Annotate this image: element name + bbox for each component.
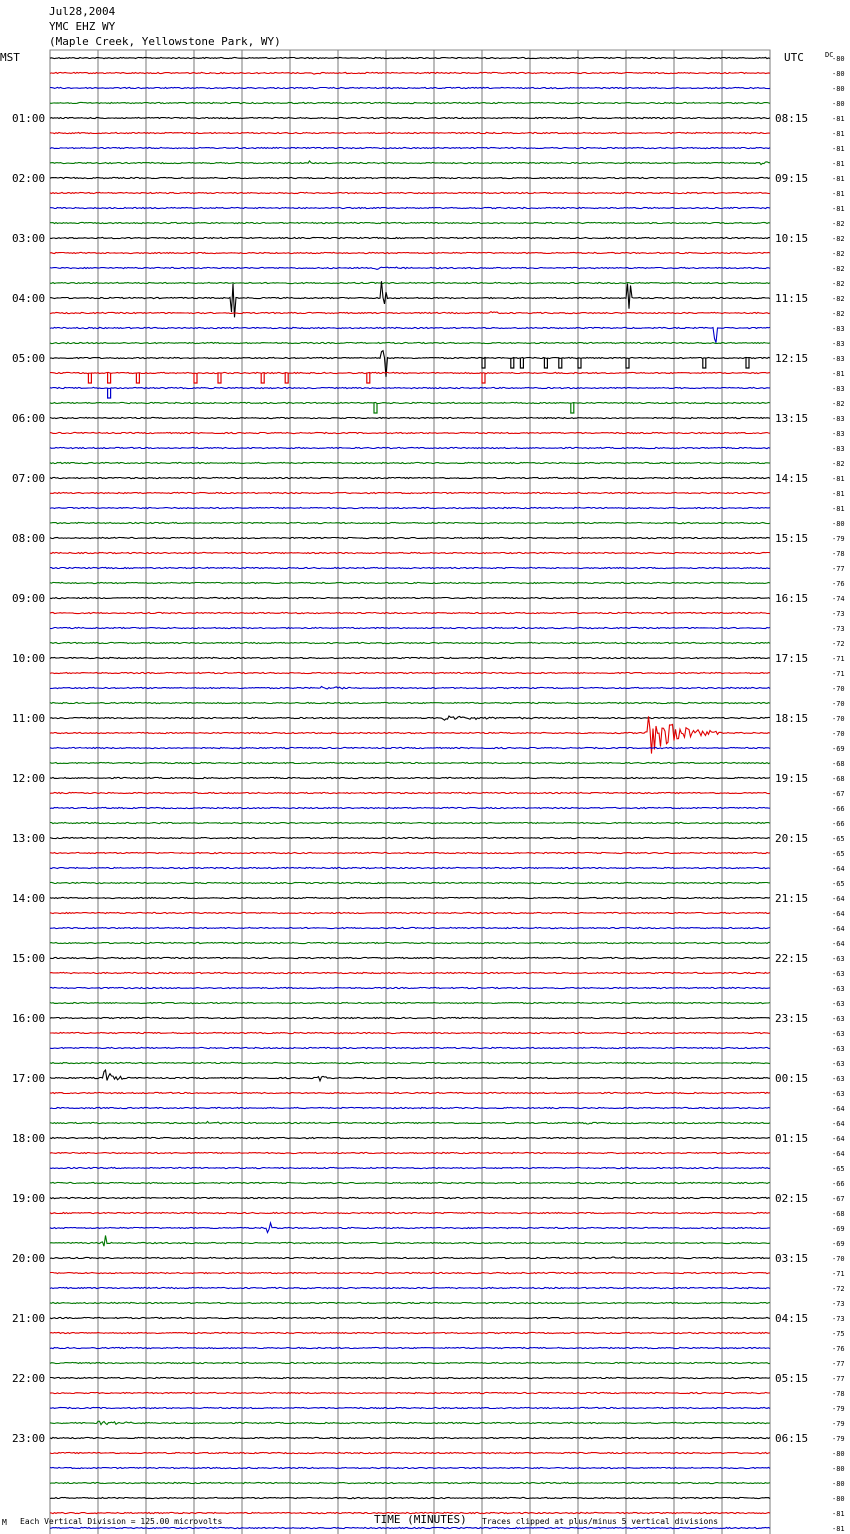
dc-offset-label: -80 xyxy=(832,1495,845,1503)
dc-offset-label: -83 xyxy=(832,445,845,453)
seismic-trace xyxy=(50,507,770,508)
dc-offset-label: -64 xyxy=(832,940,845,948)
dc-offset-label: -72 xyxy=(832,1285,845,1293)
seismic-trace xyxy=(50,867,770,868)
clipped-pulse xyxy=(367,373,370,383)
seismic-trace xyxy=(50,1167,770,1168)
dc-offset-label: -63 xyxy=(832,1045,845,1053)
seismic-trace xyxy=(50,1497,770,1498)
mst-hour-label: 19:00 xyxy=(12,1192,46,1205)
mst-hour-label: 12:00 xyxy=(12,772,46,785)
dc-offset-label: -80 xyxy=(832,70,845,78)
dc-offset-label: -64 xyxy=(832,910,845,918)
dc-offset-label: -66 xyxy=(832,805,845,813)
dc-offset-label: -72 xyxy=(832,640,845,648)
utc-hour-label: 09:15 xyxy=(775,172,809,185)
dc-offset-label: -81 xyxy=(832,160,845,168)
seismic-trace xyxy=(50,312,770,314)
utc-hour-label: 23:15 xyxy=(775,1012,809,1025)
seismic-trace xyxy=(50,1362,770,1363)
utc-hour-label: 02:15 xyxy=(775,1192,809,1205)
dc-offset-label: -70 xyxy=(832,700,845,708)
dc-offset-label: -63 xyxy=(832,1000,845,1008)
dc-offset-label: -65 xyxy=(832,850,845,858)
seismic-trace xyxy=(50,972,770,973)
dc-offset-label: -83 xyxy=(832,355,845,363)
dc-offset-label: -82 xyxy=(832,250,845,258)
dc-offset-label: -73 xyxy=(832,1300,845,1308)
seismic-trace xyxy=(50,912,770,913)
seismic-trace xyxy=(50,687,770,689)
dc-offset-label: -81 xyxy=(832,370,845,378)
seismic-trace xyxy=(50,252,770,253)
utc-hour-label: 00:15 xyxy=(775,1072,809,1085)
seismic-trace xyxy=(50,237,770,238)
seismic-trace xyxy=(50,1421,770,1424)
dc-axis-title: DC xyxy=(825,51,834,59)
clipped-pulse xyxy=(285,373,288,383)
utc-hour-label: 17:15 xyxy=(775,652,809,665)
seismic-trace xyxy=(50,1223,770,1233)
seismic-trace xyxy=(50,957,770,958)
seismic-trace xyxy=(50,267,770,269)
utc-hour-label: 04:15 xyxy=(775,1312,809,1325)
utc-hour-label: 05:15 xyxy=(775,1372,809,1385)
seismic-trace xyxy=(50,1047,770,1048)
mst-hour-label: 03:00 xyxy=(12,232,46,245)
clipped-pulse xyxy=(218,373,221,383)
dc-offset-label: -65 xyxy=(832,835,845,843)
clipped-pulse xyxy=(136,373,139,383)
dc-offset-label: -82 xyxy=(832,265,845,273)
seismic-trace xyxy=(50,852,770,853)
seismic-trace xyxy=(50,987,770,988)
clipped-pulse xyxy=(626,358,629,368)
clipped-pulse xyxy=(559,358,562,368)
seismic-trace xyxy=(50,612,770,613)
header-date: Jul28,2004 xyxy=(49,5,116,18)
seismic-trace xyxy=(50,897,770,898)
mst-hour-label: 20:00 xyxy=(12,1252,46,1265)
dc-offset-label: -82 xyxy=(832,235,845,243)
utc-hour-label: 01:15 xyxy=(775,1132,809,1145)
seismic-trace xyxy=(50,281,770,317)
seismic-trace xyxy=(50,1212,770,1213)
seismic-trace xyxy=(50,762,770,763)
clipped-pulse xyxy=(482,373,485,383)
dc-offset-label: -76 xyxy=(832,580,845,588)
dc-offset-label: -81 xyxy=(832,190,845,198)
dc-offset-label: -80 xyxy=(832,520,845,528)
seismic-trace xyxy=(50,342,770,343)
seismic-trace xyxy=(50,1257,770,1259)
seismic-trace xyxy=(50,207,770,208)
clipped-pulse xyxy=(374,403,377,413)
seismic-trace xyxy=(50,132,770,133)
seismic-trace xyxy=(50,1527,770,1528)
seismic-trace xyxy=(50,1002,770,1003)
dc-offset-label: -82 xyxy=(832,460,845,468)
seismic-trace xyxy=(50,1197,770,1198)
seismic-trace xyxy=(50,1452,770,1453)
utc-hour-label: 14:15 xyxy=(775,472,809,485)
seismic-trace xyxy=(50,462,770,463)
dc-offset-label: -78 xyxy=(832,1390,845,1398)
dc-offset-label: -83 xyxy=(832,325,845,333)
utc-hour-label: 11:15 xyxy=(775,292,809,305)
seismic-trace xyxy=(50,807,770,808)
dc-offset-label: -79 xyxy=(832,1435,845,1443)
seismic-trace xyxy=(50,672,770,673)
seismic-trace xyxy=(50,1377,770,1378)
corner-mark: M xyxy=(2,1518,7,1527)
mst-time-labels xyxy=(12,112,45,1445)
seismic-trace xyxy=(50,1392,770,1393)
clipped-pulse xyxy=(108,373,111,383)
clipped-pulse xyxy=(108,388,111,398)
seismic-trace xyxy=(50,1182,770,1183)
utc-hour-label: 10:15 xyxy=(775,232,809,245)
clipped-pulse xyxy=(520,358,523,368)
seismic-trace xyxy=(50,837,770,838)
clipped-pulse xyxy=(578,358,581,368)
seismic-trace xyxy=(50,716,770,720)
seismic-trace xyxy=(50,927,770,928)
dc-offset-label: -64 xyxy=(832,1105,845,1113)
seismic-trace xyxy=(50,777,770,778)
dc-offset-label: -82 xyxy=(832,220,845,228)
dc-offset-label: -83 xyxy=(832,430,845,438)
dc-offset-label: -79 xyxy=(832,1405,845,1413)
seismic-trace xyxy=(50,657,770,658)
dc-offset-label: -73 xyxy=(832,1315,845,1323)
mst-hour-label: 11:00 xyxy=(12,712,46,725)
dc-offset-label: -81 xyxy=(832,175,845,183)
dc-offset-label: -82 xyxy=(832,400,845,408)
utc-hour-label: 16:15 xyxy=(775,592,809,605)
clipped-pulse xyxy=(194,373,197,383)
utc-hour-label: 08:15 xyxy=(775,112,809,125)
dc-offset-label: -81 xyxy=(832,145,845,153)
mst-hour-label: 09:00 xyxy=(12,592,46,605)
seismic-trace xyxy=(50,282,770,283)
utc-time-labels xyxy=(775,112,808,1445)
seismic-trace xyxy=(50,161,770,165)
dc-offset-label: -82 xyxy=(832,310,845,318)
header-station: YMC EHZ WY xyxy=(49,20,116,33)
seismic-trace xyxy=(50,1482,770,1483)
seismic-trace xyxy=(50,1122,770,1125)
mst-hour-label: 02:00 xyxy=(12,172,46,185)
clip-note: Traces clipped at plus/minus 5 vertical divisions xyxy=(482,1517,719,1526)
utc-hour-label: 21:15 xyxy=(775,892,809,905)
utc-hour-label: 13:15 xyxy=(775,412,809,425)
dc-offset-label: -80 xyxy=(832,85,845,93)
dc-offset-label: -69 xyxy=(832,745,845,753)
dc-offset-label: -64 xyxy=(832,1120,845,1128)
dc-offset-label: -70 xyxy=(832,1255,845,1263)
dc-offset-label: -69 xyxy=(832,1225,845,1233)
mst-hour-label: 05:00 xyxy=(12,352,46,365)
mst-hour-label: 07:00 xyxy=(12,472,46,485)
seismic-trace xyxy=(50,432,770,433)
dc-offset-label: -65 xyxy=(832,1165,845,1173)
seismic-trace xyxy=(50,192,770,193)
dc-offset-label: -80 xyxy=(832,100,845,108)
seismic-trace xyxy=(50,1152,770,1153)
seismic-trace xyxy=(50,102,770,103)
seismic-trace xyxy=(50,447,770,448)
utc-hour-label: 22:15 xyxy=(775,952,809,965)
seismic-trace xyxy=(50,417,770,418)
clipped-pulse xyxy=(746,358,749,368)
seismic-trace xyxy=(50,1070,770,1081)
utc-hour-label: 15:15 xyxy=(775,532,809,545)
seismic-trace xyxy=(50,117,770,118)
dc-offset-label: -70 xyxy=(832,730,845,738)
dc-offset-label: -63 xyxy=(832,1030,845,1038)
seismic-trace xyxy=(50,1092,770,1093)
dc-offset-label: -81 xyxy=(832,130,845,138)
dc-offset-label: -71 xyxy=(832,670,845,678)
seismic-trace xyxy=(50,1062,770,1063)
dc-offset-label: -80 xyxy=(832,1465,845,1473)
clipped-pulse xyxy=(482,358,485,368)
seismic-trace xyxy=(50,1272,770,1273)
utc-hour-label: 19:15 xyxy=(775,772,809,785)
clipped-pulse xyxy=(571,403,574,413)
dc-offset-labels xyxy=(832,55,845,1534)
dc-offset-label: -80 xyxy=(832,1480,845,1488)
seismic-trace xyxy=(50,1467,770,1468)
dc-offset-label: -71 xyxy=(832,1270,845,1278)
seismic-trace xyxy=(50,792,770,793)
mst-hour-label: 08:00 xyxy=(12,532,46,545)
seismic-trace xyxy=(50,477,770,478)
seismic-trace xyxy=(50,1317,770,1318)
dc-offset-label: -81 xyxy=(832,505,845,513)
seismic-trace xyxy=(50,402,770,403)
seismic-trace xyxy=(50,492,770,493)
seismic-trace xyxy=(50,1437,770,1438)
dc-offset-label: -80 xyxy=(832,55,845,63)
mst-hour-label: 22:00 xyxy=(12,1372,46,1385)
dc-offset-label: -79 xyxy=(832,535,845,543)
seismic-trace xyxy=(50,1032,770,1033)
seismic-trace xyxy=(50,1107,770,1108)
dc-offset-label: -64 xyxy=(832,865,845,873)
seismic-trace xyxy=(50,537,770,538)
dc-offset-label: -63 xyxy=(832,985,845,993)
seismic-trace xyxy=(50,87,770,88)
clipped-pulse xyxy=(261,373,264,383)
clipped-pulse xyxy=(511,358,514,368)
seismic-trace xyxy=(50,552,770,553)
dc-offset-label: -68 xyxy=(832,760,845,768)
seismic-trace xyxy=(50,1287,770,1288)
dc-offset-label: -68 xyxy=(832,1210,845,1218)
utc-axis-title: UTC xyxy=(784,51,804,64)
seismic-trace xyxy=(50,1236,770,1247)
dc-offset-label: -81 xyxy=(832,115,845,123)
mst-hour-label: 01:00 xyxy=(12,112,46,125)
clipped-pulse xyxy=(88,373,91,383)
dc-offset-label: -63 xyxy=(832,1015,845,1023)
seismic-trace xyxy=(50,387,770,388)
dc-offset-label: -67 xyxy=(832,790,845,798)
utc-hour-label: 12:15 xyxy=(775,352,809,365)
seismic-trace xyxy=(50,222,770,223)
mst-hour-label: 21:00 xyxy=(12,1312,46,1325)
seismic-trace xyxy=(50,147,770,148)
seismic-trace xyxy=(50,372,770,373)
dc-offset-label: -70 xyxy=(832,715,845,723)
seismic-trace xyxy=(50,1407,770,1408)
dc-offset-label: -81 xyxy=(832,1525,845,1533)
dc-offset-label: -63 xyxy=(832,1075,845,1083)
utc-hour-label: 20:15 xyxy=(775,832,809,845)
seismic-trace xyxy=(50,627,770,628)
dc-offset-label: -67 xyxy=(832,1195,845,1203)
clipped-pulse xyxy=(703,358,706,368)
seismic-trace xyxy=(50,1347,770,1348)
utc-hour-label: 03:15 xyxy=(775,1252,809,1265)
seismic-trace xyxy=(50,702,770,703)
seismic-trace xyxy=(50,747,770,748)
dc-offset-label: -81 xyxy=(832,475,845,483)
header-location: (Maple Creek, Yellowstone Park, WY) xyxy=(49,35,281,48)
mst-hour-label: 23:00 xyxy=(12,1432,46,1445)
seismic-trace xyxy=(50,522,770,523)
utc-hour-label: 18:15 xyxy=(775,712,809,725)
seismic-trace xyxy=(50,1302,770,1303)
mst-hour-label: 18:00 xyxy=(12,1132,46,1145)
dc-offset-label: -74 xyxy=(832,595,845,603)
dc-offset-label: -68 xyxy=(832,775,845,783)
dc-offset-label: -64 xyxy=(832,1135,845,1143)
mst-hour-label: 06:00 xyxy=(12,412,46,425)
x-axis-title: TIME (MINUTES) xyxy=(374,1513,467,1526)
dc-offset-label: -82 xyxy=(832,295,845,303)
dc-offset-label: -81 xyxy=(832,490,845,498)
mst-hour-label: 10:00 xyxy=(12,652,46,665)
seismic-trace xyxy=(50,882,770,883)
mst-hour-label: 13:00 xyxy=(12,832,46,845)
trace-group xyxy=(50,57,770,1534)
seismic-trace xyxy=(50,567,770,568)
dc-offset-label: -81 xyxy=(832,1510,845,1518)
dc-offset-label: -64 xyxy=(832,1150,845,1158)
dc-offset-label: -79 xyxy=(832,1420,845,1428)
seismic-trace xyxy=(50,57,770,58)
seismic-trace xyxy=(50,642,770,643)
dc-offset-label: -63 xyxy=(832,955,845,963)
seismic-trace xyxy=(50,1017,770,1018)
dc-offset-label: -83 xyxy=(832,385,845,393)
seismic-trace xyxy=(50,582,770,583)
dc-offset-label: -77 xyxy=(832,565,845,573)
dc-offset-label: -65 xyxy=(832,880,845,888)
mst-axis-title: MST xyxy=(0,51,20,64)
mst-hour-label: 15:00 xyxy=(12,952,46,965)
seismic-trace xyxy=(50,1332,770,1333)
dc-offset-label: -77 xyxy=(832,1375,845,1383)
clipped-pulse xyxy=(544,358,547,368)
dc-offset-label: -66 xyxy=(832,820,845,828)
seismic-trace xyxy=(50,942,770,943)
seismic-trace xyxy=(50,72,770,74)
seismic-trace xyxy=(50,822,770,823)
dc-offset-label: -63 xyxy=(832,970,845,978)
dc-offset-label: -75 xyxy=(832,1330,845,1338)
dc-offset-label: -77 xyxy=(832,1360,845,1368)
dc-offset-label: -83 xyxy=(832,340,845,348)
mst-hour-label: 16:00 xyxy=(12,1012,46,1025)
dc-offset-label: -66 xyxy=(832,1180,845,1188)
mst-hour-label: 14:00 xyxy=(12,892,46,905)
mst-hour-label: 17:00 xyxy=(12,1072,46,1085)
seismic-trace xyxy=(50,1137,770,1139)
dc-offset-label: -81 xyxy=(832,205,845,213)
utc-hour-label: 06:15 xyxy=(775,1432,809,1445)
scale-note: Each Vertical Division = 125.00 microvolts xyxy=(20,1517,223,1526)
dc-offset-label: -71 xyxy=(832,655,845,663)
dc-offset-label: -76 xyxy=(832,1345,845,1353)
mst-hour-label: 04:00 xyxy=(12,292,46,305)
seismic-trace xyxy=(50,597,770,598)
dc-offset-label: -83 xyxy=(832,415,845,423)
dc-offset-label: -64 xyxy=(832,925,845,933)
dc-offset-label: -80 xyxy=(832,1450,845,1458)
dc-offset-label: -69 xyxy=(832,1240,845,1248)
dc-offset-label: -78 xyxy=(832,550,845,558)
dc-offset-label: -73 xyxy=(832,625,845,633)
dc-offset-label: -73 xyxy=(832,610,845,618)
seismic-trace xyxy=(50,177,770,178)
dc-offset-label: -63 xyxy=(832,1090,845,1098)
seismic-trace xyxy=(50,327,770,342)
dc-offset-label: -82 xyxy=(832,280,845,288)
dc-offset-label: -63 xyxy=(832,1060,845,1068)
dc-offset-label: -70 xyxy=(832,685,845,693)
dc-offset-label: -64 xyxy=(832,895,845,903)
